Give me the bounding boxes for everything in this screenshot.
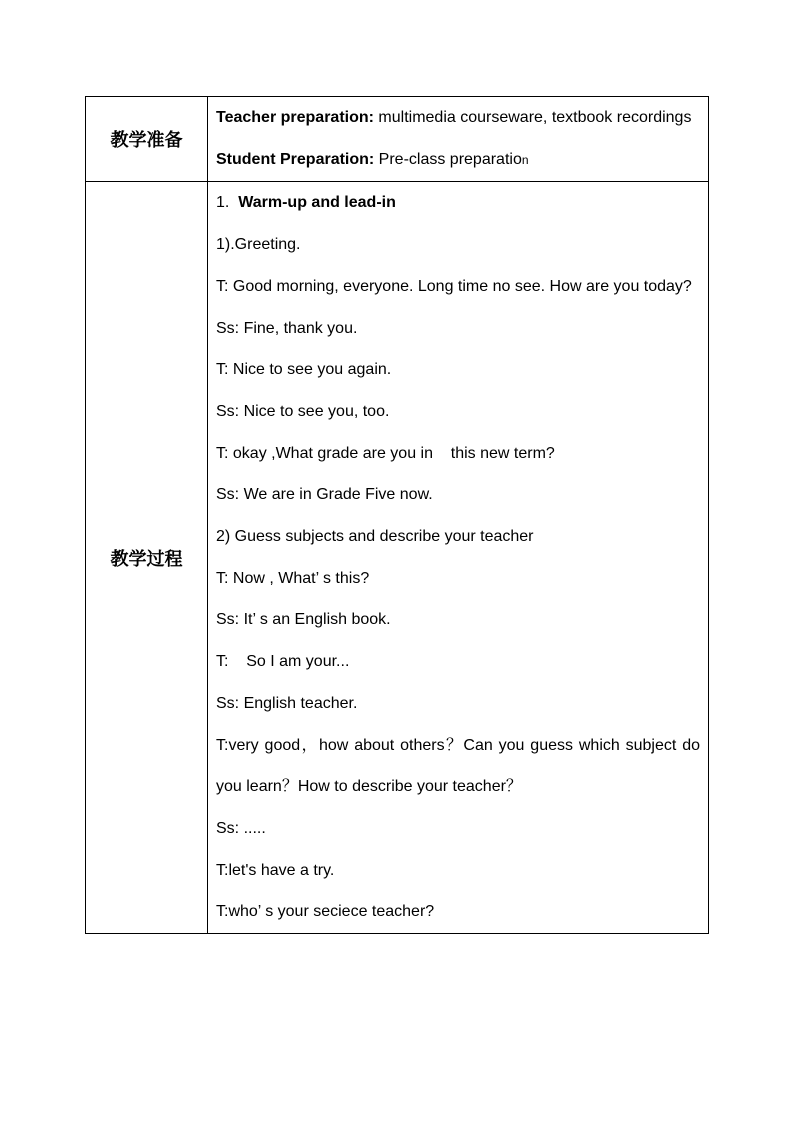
section-heading [216,182,700,224]
dialogue-line: Ss: ..... [216,819,266,837]
student-preparation-text-tail: n [521,152,529,167]
dialogue-line: 2) Guess subjects and describe your teacher [216,528,534,546]
lesson-plan-table [85,96,709,934]
teacher-preparation-text: multimedia courseware, textbook recordings [373,109,692,126]
preparation-row [86,97,709,182]
student-preparation [216,139,700,182]
student-preparation-label: Student Preparation: [216,150,375,168]
teacher-preparation [216,97,700,139]
process-label: 教学过程 [86,182,208,934]
dialogue-line: T: Nice to see you again. [216,361,392,379]
dialogue-line: T: Good morning, everyone. Long time no see. How are you today? [216,277,692,295]
dialogue-line: T: Now , What’ s this? [216,569,370,587]
dialogue-line: Ss: English teacher. [216,694,358,712]
dialogue-line: Ss: We are in Grade Five now. [216,486,433,504]
dialogue-line: Ss: It’ s an English book. [216,611,391,629]
dialogue-line: T: okay ,What grade are you in this new term? [216,444,555,462]
dialogue-line: Ss: Fine, thank you. [216,319,358,337]
student-preparation-text: Pre-class preparatio [374,150,522,168]
process-content [208,182,709,934]
dialogue-line: T:very good，how about others？Can you guess which subject do you learn？How to describe your teacher？ [216,736,700,796]
dialogue-line: T:let's have a try. [216,861,335,879]
dialogue-line: 1).Greeting. [216,236,301,254]
dialogue-line: T: So I am your... [216,653,350,671]
teacher-preparation-label: Teacher preparation: [216,109,374,126]
preparation-content [208,97,709,182]
section-heading-text: Warm-up and lead-in [238,194,396,212]
dialogue-line: Ss: Nice to see you, too. [216,402,390,420]
preparation-label: 教学准备 [86,97,208,182]
dialogue-line: T:who’ s your seciece teacher? [216,903,435,921]
process-row [86,182,709,934]
section-heading-number: 1. [216,194,230,212]
